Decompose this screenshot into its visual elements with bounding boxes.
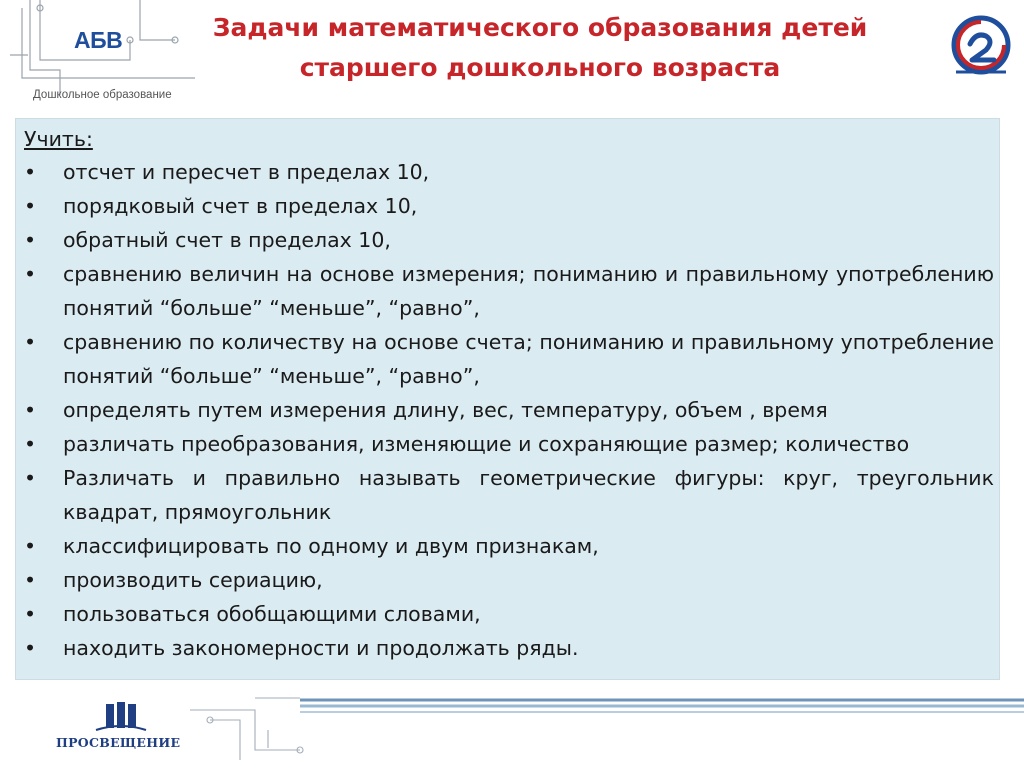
bullet-icon: • [24,432,37,456]
task-item [24,325,994,393]
abv-brand-text: АБВ [74,27,123,53]
task-text: Различать и правильно называть геометрические фигуры: круг, треугольник квадрат, прямоугольник [63,466,994,524]
spiral-logo-icon [950,14,1012,84]
task-text: классифицировать по одному и двум признакам, [63,534,599,558]
task-text: находить закономерности и продолжать ряды. [63,636,579,660]
task-text: отсчет и пересчет в пределах 10, [63,160,430,184]
task-item [24,189,994,223]
task-item [24,393,994,427]
book-emblem-icon [56,700,186,736]
task-item [24,223,994,257]
content-heading: Учить: [24,127,93,151]
bullet-icon: • [24,228,37,252]
bullet-icon: • [24,534,37,558]
task-text: определять путем измерения длину, вес, температуру, объем , время [63,398,828,422]
bullet-icon: • [24,160,37,184]
task-text: сравнению величин на основе измерения; пониманию и правильному употреблению понятий “больше” “меньше”, “равно”, [63,262,994,320]
bullet-icon: • [24,568,37,592]
bullet-icon: • [24,262,37,286]
title-line-1: Задачи математического образования детей [212,13,868,42]
page-title [200,8,880,88]
content-area [24,122,994,665]
task-text: производить сериацию, [63,568,323,592]
task-text: обратный счет в пределах 10, [63,228,391,252]
bullet-icon: • [24,636,37,660]
abv-logo [0,0,200,110]
task-text: пользоваться обобщающими словами, [63,602,481,626]
brand-subtitle: Дошкольное образование [33,89,172,101]
task-item [24,597,994,631]
bullet-icon: • [24,330,37,354]
bullet-icon: • [24,398,37,422]
prosveshchenie-logo [56,700,186,760]
title-line-2: старшего дошкольного возраста [299,53,781,82]
task-item [24,631,994,665]
task-item [24,563,994,597]
bullet-icon: • [24,466,37,490]
task-item [24,155,994,189]
publisher-name: ПРОСВЕЩЕНИЕ [56,735,181,750]
task-text: различать преобразования, изменяющие и сохраняющие размер; количество [63,432,910,456]
task-item [24,257,994,325]
task-text: сравнению по количеству на основе счета; пониманию и правильному употребление понятий “больше” “меньше”, “равно”, [63,330,994,388]
task-item [24,427,994,461]
task-list [24,155,994,665]
task-item [24,461,994,529]
task-text: порядковый счет в пределах 10, [63,194,418,218]
task-item [24,529,994,563]
bullet-icon: • [24,602,37,626]
bullet-icon: • [24,194,37,218]
